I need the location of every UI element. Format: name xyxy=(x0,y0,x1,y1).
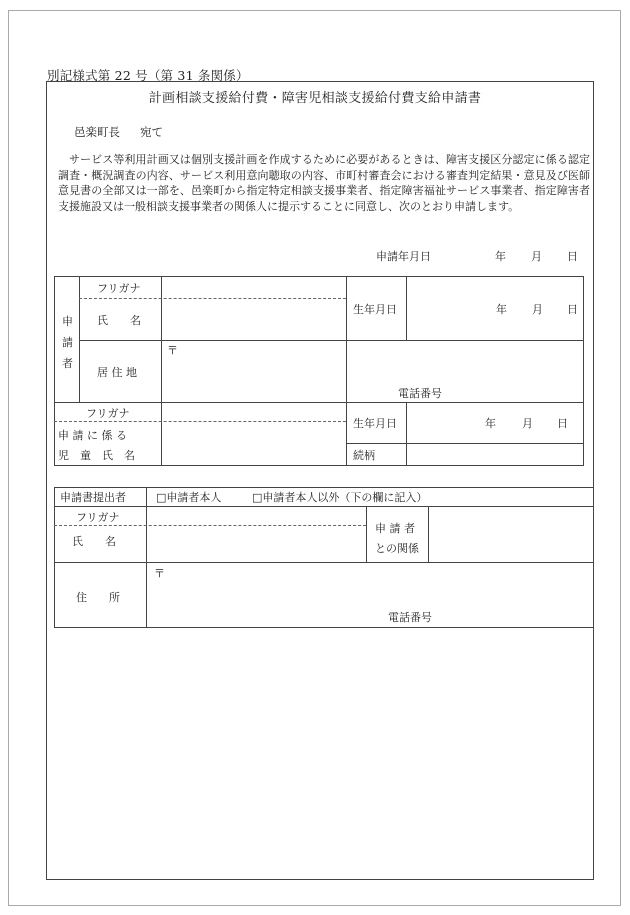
table-line xyxy=(54,506,594,507)
child-label-line2: 児 童 氏 名 xyxy=(58,449,135,462)
application-date-year: 年 xyxy=(495,250,506,263)
application-date-day: 日 xyxy=(567,250,578,263)
table-line xyxy=(54,421,346,422)
submitter-table xyxy=(54,487,594,628)
child-birth-month: 月 xyxy=(522,417,533,430)
table-line xyxy=(346,443,584,444)
form-number: 別記様式第 22 号（第 31 条関係） xyxy=(47,68,249,83)
applicant-birth-date-label: 生年月日 xyxy=(353,303,397,316)
child-label-line1: 申 請 に 係 る xyxy=(58,429,127,442)
table-line xyxy=(54,525,366,526)
submitter-furigana-label: フリガナ xyxy=(76,511,120,524)
submitter-name-label: 氏 名 xyxy=(72,535,116,548)
consent-statement: サービス等利用計画又は個別支援計画を作成するために必要があるときは、障害支援区分認定に係る認定調査・概況調査の内容、サービス利用意向聴取の内容、市町村審査会における審査判定結果・意見及び医師意見書の全部又は一部を、邑楽町から指定特定相談支援事業者、指定障害福祉サービス事業者、指定障害者支援施設又は一般相談支援事業者の関係人に提示することに同意し、次のとおり申請します。 xyxy=(58,153,590,213)
submitter-phone-label: 電話番号 xyxy=(388,611,432,624)
application-date-month: 月 xyxy=(531,250,542,263)
table-line xyxy=(346,276,347,466)
applicant-name-label: 氏 名 xyxy=(97,314,141,327)
applicant-phone-label: 電話番号 xyxy=(398,387,442,400)
table-line xyxy=(146,487,147,628)
applicant-section-char-2: 請 xyxy=(62,336,73,349)
document-title: 計画相談支援給付費・障害児相談支援給付費支給申請書 xyxy=(148,91,482,106)
applicant-postal-mark: 〒 xyxy=(167,344,178,357)
child-relationship-label: 続柄 xyxy=(353,449,375,462)
addressee-name: 邑楽町長 xyxy=(74,125,120,139)
submitter-option-self[interactable]: □申請者本人 xyxy=(156,491,222,504)
submitter-relation-line1: 申 請 者 xyxy=(375,522,415,535)
table-line xyxy=(366,506,367,562)
table-line xyxy=(161,276,162,466)
applicant-address-label: 居 住 地 xyxy=(97,366,137,379)
applicant-birth-month: 月 xyxy=(532,303,543,316)
submitter-address-label: 住 所 xyxy=(76,591,120,604)
submitter-postal-mark: 〒 xyxy=(154,567,165,580)
application-date-label: 申請年月日 xyxy=(376,250,431,263)
table-line xyxy=(406,402,407,466)
addressee xyxy=(74,124,163,140)
addressee-suffix: 宛て xyxy=(140,125,163,139)
table-line xyxy=(346,340,584,341)
table-line xyxy=(428,506,429,562)
table-line xyxy=(79,340,346,341)
applicant-section-char-1: 申 xyxy=(62,315,73,328)
table-line xyxy=(406,276,407,340)
child-birth-year: 年 xyxy=(485,417,496,430)
table-line xyxy=(79,276,80,402)
child-birth-day: 日 xyxy=(557,417,568,430)
applicant-birth-day: 日 xyxy=(567,303,578,316)
applicant-birth-year: 年 xyxy=(496,303,507,316)
applicant-section-char-3: 者 xyxy=(62,357,73,370)
table-line xyxy=(54,402,584,403)
child-birth-date-label: 生年月日 xyxy=(353,417,397,430)
submitter-option-other[interactable]: □申請者本人以外（下の欄に記入） xyxy=(252,491,428,504)
table-line xyxy=(79,298,346,299)
table-line xyxy=(54,562,594,563)
submitter-label: 申請書提出者 xyxy=(60,491,126,504)
applicant-furigana-label: フリガナ xyxy=(97,282,141,295)
child-furigana-label: フリガナ xyxy=(86,407,130,420)
submitter-relation-line2: との関係 xyxy=(375,542,419,555)
